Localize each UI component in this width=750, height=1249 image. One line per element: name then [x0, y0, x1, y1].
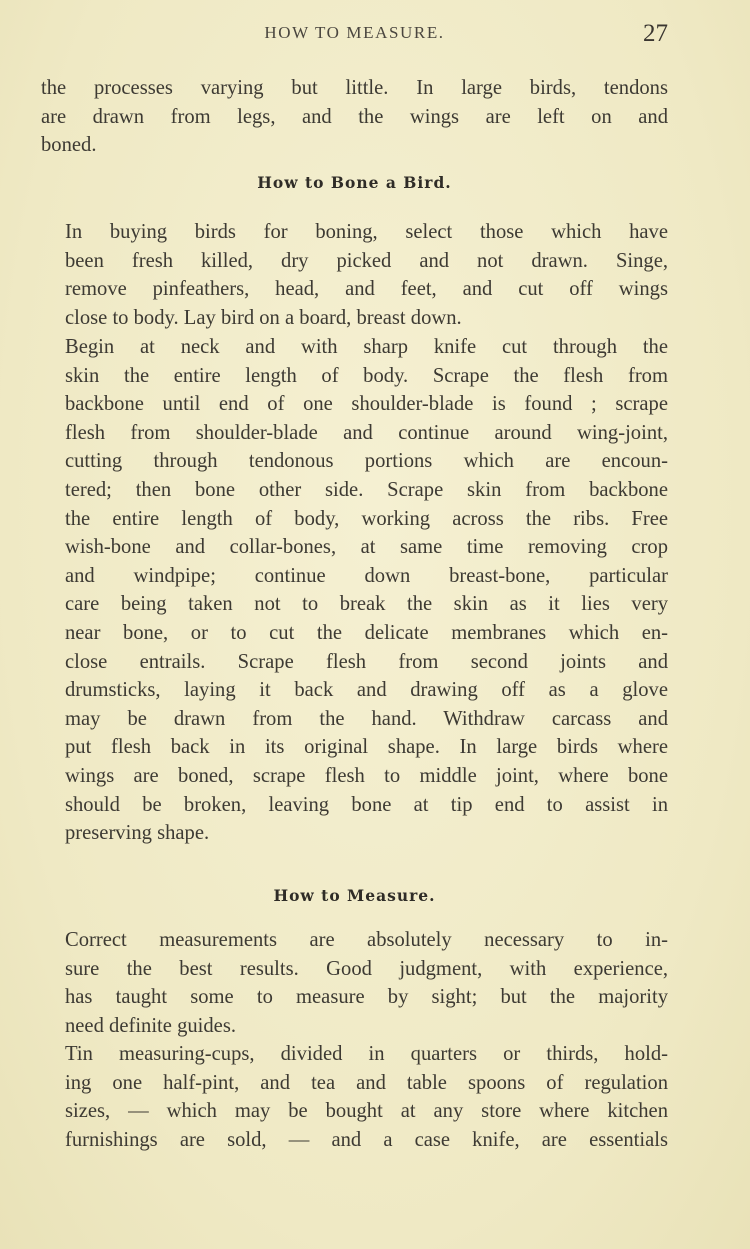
text-line: tered; then bone other side. Scrape skin from backbone [65, 478, 668, 501]
text-line: should be broken, leaving bone at tip end to assist in [65, 793, 668, 816]
text-line: been fresh killed, dry picked and not drawn. Singe, [65, 249, 668, 272]
text-line: close to body. Lay bird on a board, breast down. [65, 306, 462, 329]
text-line: furnishings are sold, — and a case knife, are essentials [65, 1128, 668, 1151]
text-line: near bone, or to cut the delicate membranes which en- [65, 621, 668, 644]
text-line: boned. [41, 134, 97, 157]
text-line: may be drawn from the hand. Withdraw carcass and [65, 707, 668, 730]
measure-paragraph-1 [41, 926, 668, 1040]
text-line: the entire length of body, working across the ribs. Free [65, 507, 668, 530]
text-line: wish-bone and collar-bones, at same time removing crop [65, 536, 668, 559]
text-line: has taught some to measure by sight; but the majority [65, 986, 668, 1009]
text-line: and windpipe; continue down breast-bone, particular [65, 564, 668, 587]
section-heading-bone-bird: How to Bone a Bird. [257, 173, 452, 192]
text-line: backbone until end of one shoulder-blade is found ; scrape [65, 393, 668, 416]
text-line: ing one half-pint, and tea and table spoons of regulation [65, 1071, 668, 1094]
bone-paragraph-1 [41, 218, 668, 332]
text-line: skin the entire length of body. Scrape the flesh from [65, 364, 668, 387]
text-line: sure the best results. Good judgment, with experience, [65, 957, 668, 980]
running-head [41, 20, 668, 48]
running-title: HOW TO MEASURE. [264, 23, 445, 42]
text-line: are drawn from legs, and the wings are left on and [41, 105, 668, 128]
text-line: drumsticks, laying it back and drawing off as a glove [65, 679, 668, 702]
text-line: In buying birds for boning, select those which have [65, 221, 668, 243]
text-line: Tin measuring-cups, divided in quarters or thirds, hold- [65, 1043, 668, 1065]
text-line: put flesh back in its original shape. In large birds where [65, 736, 668, 759]
intro-paragraph [41, 74, 668, 160]
text-line: care being taken not to break the skin as it lies very [65, 593, 668, 616]
bone-paragraph-2 [41, 333, 668, 848]
section-heading-measure: How to Measure. [273, 886, 436, 905]
text-line: close entrails. Scrape flesh from second joints and [65, 650, 668, 673]
book-page [41, 0, 668, 1249]
text-line: cutting through tendonous portions which are encoun- [65, 450, 668, 473]
text-line: sizes, — which may be bought at any store where kitchen [65, 1100, 668, 1123]
text-line: remove pinfeathers, head, and feet, and cut off wings [65, 278, 668, 301]
text-line: wings are boned, scrape flesh to middle joint, where bone [65, 764, 668, 787]
page-number: 27 [643, 20, 668, 47]
text-line: the processes varying but little. In large birds, tendons [41, 77, 668, 99]
text-line: flesh from shoulder-blade and continue around wing-joint, [65, 421, 668, 444]
measure-paragraph-2 [41, 1040, 668, 1154]
text-line: Begin at neck and with sharp knife cut through the [65, 336, 668, 358]
text-line: need definite guides. [65, 1014, 236, 1037]
text-line: preserving shape. [65, 822, 210, 845]
text-line: Correct measurements are absolutely necessary to in- [65, 929, 668, 951]
